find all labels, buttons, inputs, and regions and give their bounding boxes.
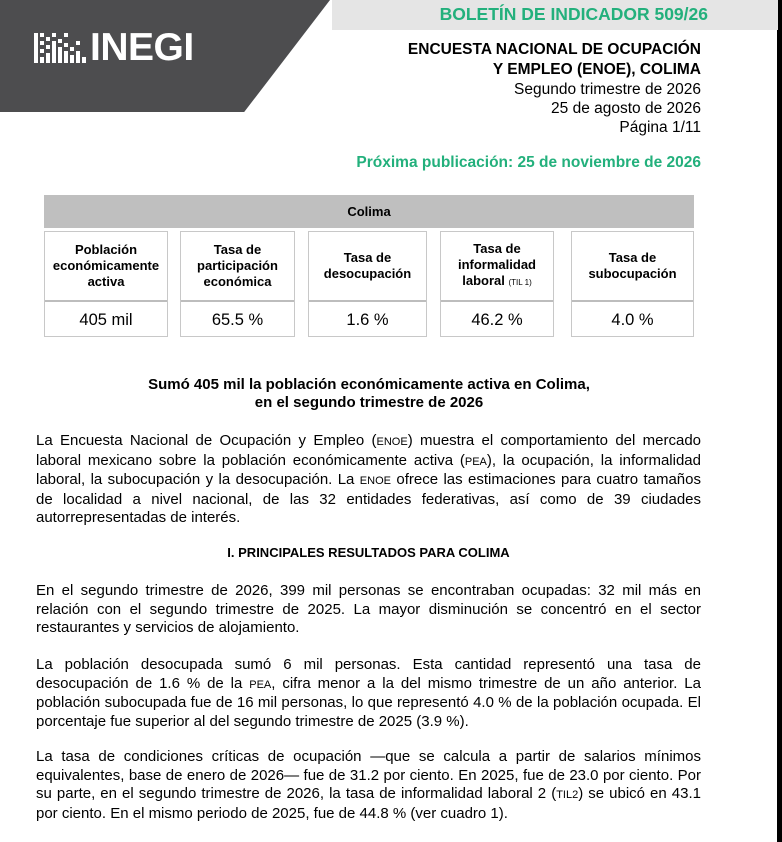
bulletin-headline [44, 376, 694, 412]
state-header: Colima [44, 195, 694, 228]
indicator-label: Población económicamente activa [45, 232, 167, 302]
indicator-value: 1.6 % [346, 310, 389, 329]
indicator-label [441, 232, 553, 302]
indicator-label-text: Tasa de informalidad laboral [457, 241, 536, 288]
page-edge [777, 0, 782, 842]
release-date: 25 de agosto de 2026 [551, 100, 701, 117]
indicator-pea [44, 231, 168, 337]
unemployed-paragraph: La población desocupada sumó 6 mil personas. Esta cantidad representó una tasa de desocupación de 1.6 % de la PEA, cifra menor a la del mismo trimestre de un año anterior. La población subocupada fue de 16 mil personas, lo que representó 4.0 % de la población ocupada. El porcentaje fue superior al del segundo trimestre de 2025 (3.9 %). [36, 656, 701, 730]
indicator-value: 405 mil [79, 310, 133, 329]
section-title: I. PRINCIPALES RESULTADOS PARA COLIMA [227, 545, 510, 560]
headline-line1: Sumó 405 mil la población económicamente activa en Colima, [148, 376, 590, 393]
indicator-label: Tasa de subocupación [572, 232, 693, 302]
indicator-label: Tasa de desocupación [309, 232, 426, 302]
next-publication: Próxima publicación: 25 de noviembre de 2026 [356, 154, 701, 171]
indicator-value: 46.2 % [471, 310, 523, 329]
document-header [408, 40, 701, 137]
indicator-informality [440, 231, 554, 337]
inegi-logo [34, 28, 194, 68]
headline-line2: en el segundo trimestre de 2026 [254, 394, 484, 411]
indicator-value: 65.5 % [211, 310, 264, 329]
survey-title-line2: Y EMPLEO (ENOE), COLIMA [492, 61, 701, 78]
page-number: Página 1/11 [619, 119, 701, 136]
indicator-unemployment [308, 231, 427, 337]
indicator-underemployment [571, 231, 694, 337]
critical-conditions-paragraph: La tasa de condiciones críticas de ocupación —que se calcula a partir de salarios mínimos equivalentes, base de enero de 2026— fue de 31.2 por ciento. En 2025, fue de 23.0 por ciento. Por su parte, en el segundo trimestre de 2026, la tasa de informalidad laboral 2 (TIL2) se ubicó en 43.1 por ciento. En el mismo periodo de 2025, fue de 44.8 % (ver cuadro 1). [36, 748, 701, 822]
bulletin-title: BOLETÍN DE INDICADOR 509/26 [439, 4, 708, 24]
inegi-logo-mark-icon [34, 29, 88, 67]
indicator-label: Tasa de participación económica [181, 232, 294, 302]
intro-paragraph: La Encuesta Nacional de Ocupación y Empleo (ENOE) muestra el comportamiento del mercado laboral mexicano sobre la población económicamente activa (PEA), la ocupación, la informalidad laboral, la subocupación y la desocupación. La ENOE ofrece las estimaciones para cuatro tamaños de localidad a nivel nacional, de las 32 entidades federativas, así como de 39 ciudades autorrepresentadas de interés. [36, 432, 702, 526]
indicator-label-note: (TIL 1) [508, 278, 532, 287]
indicator-value: 4.0 % [611, 310, 654, 329]
logo-text: INEGI [90, 26, 194, 69]
indicator-participation [180, 231, 295, 337]
occupied-paragraph: En el segundo trimestre de 2026, 399 mil personas se encontraban ocupadas: 32 mil más en relación con el segundo trimestre de 2025. La mayor disminución se concentró en el sector restaurantes y servicios de alojamiento. [36, 582, 701, 636]
survey-title-line1: ENCUESTA NACIONAL DE OCUPACIÓN [407, 41, 701, 58]
period: Segundo trimestre de 2026 [514, 81, 701, 98]
